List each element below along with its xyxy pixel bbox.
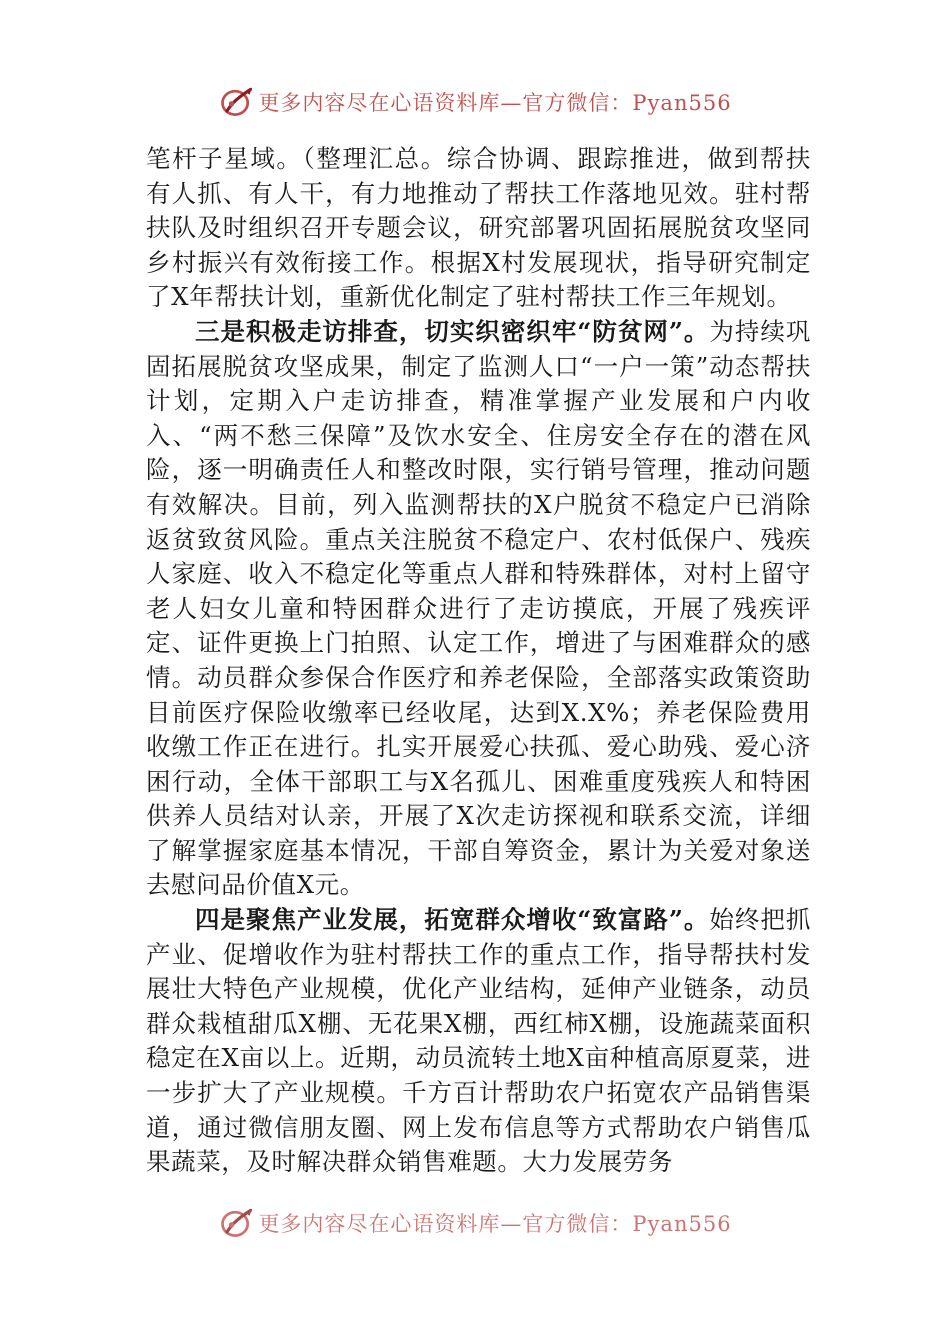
- paragraph-heading: 四是聚焦产业发展，拓宽群众增收“致富路”。: [195, 905, 710, 935]
- document-body: [146, 142, 811, 1180]
- paragraph-point-three: [146, 315, 811, 903]
- paragraph-continuation: [146, 142, 811, 315]
- watermark-logo-icon: [218, 85, 254, 119]
- paragraph-body: 为持续巩固拓展脱贫攻坚成果，制定了监测人口“一户一策”动态帮扶计划，定期入户走访排查，精准掌握产业发展和户内收入、“两不愁三保障”及饮水安全、住房安全存在的潜在风险，逐一明确责任人和整改时限，实行销号管理，推动问题有效解决。目前，列入监测帮扶的X户脱贫不稳定户已消除返贫致贫风险。重点关注脱贫不稳定户、农村低保户、残疾人家庭、收入不稳定化等重点人群和特殊群体，对村上留守老人妇女儿童和特困群众进行了走访摸底，开展了残疾评定、证件更换上门拍照、认定工作，增进了与困难群众的感情。动员群众参保合作医疗和养老保险，全部落实政策资助目前医疗保险收缴率已经收尾，达到X.X%；养老保险费用收缴工作正在进行。扎实开展爱心扶孤、爱心助残、爱心济困行动，全体干部职工与X名孤儿、困难重度残疾人和特困供养人员结对认亲，开展了X次走访探视和联系交流，详细了解掌握家庭基本情况，干部自筹资金，累计为关爱对象送去慰问品价值X元。: [146, 316, 811, 900]
- paragraph-heading: 三是积极走访排查，切实织密织牢“防贫网”。: [195, 316, 710, 346]
- paragraph-point-four: [146, 903, 811, 1180]
- watermark-text: 更多内容尽在心语资料库—官方微信：Pyan556: [258, 91, 732, 115]
- watermark-logo-icon: [218, 1206, 254, 1240]
- watermark-header: [0, 84, 950, 120]
- paragraph-body: 始终把抓产业、促增收作为驻村帮扶工作的重点工作，指导帮扶村发展壮大特色产业规模，优化产业结构，延伸产业链条，动员群众栽植甜瓜X棚、无花果X棚，西红柿X棚，设施蔬菜面积稳定在X亩以上。近期，动员流转土地X亩种植高原夏菜，进一步扩大了产业规模。千方百计帮助农户拓宽农产品销售渠道，通过微信朋友圈、网上发布信息等方式帮助农户销售瓜果蔬菜，及时解决群众销售难题。大力发展劳务: [146, 905, 811, 1177]
- paragraph-body: 笔杆子星域。（整理汇总。综合协调、跟踪推进，做到帮扶有人抓、有人干，有力地推动了帮扶工作落地见效。驻村帮扶队及时组织召开专题会议，研究部署巩固拓展脱贫攻坚同乡村振兴有效衔接工作。根据X村发展现状，指导研究制定了X年帮扶计划，重新优化制定了驻村帮扶工作三年规划。: [146, 144, 811, 312]
- watermark-text: 更多内容尽在心语资料库—官方微信：Pyan556: [258, 1212, 732, 1236]
- watermark-footer: [0, 1205, 950, 1241]
